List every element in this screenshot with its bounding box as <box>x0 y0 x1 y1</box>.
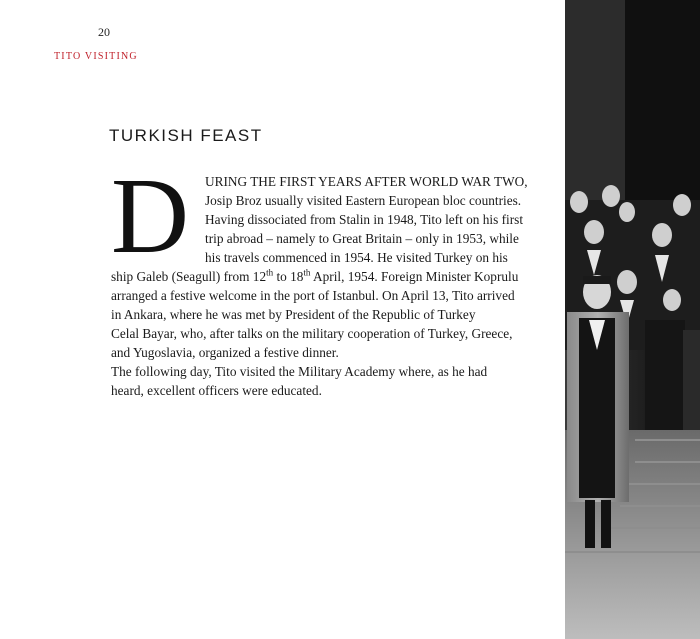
text-line: Celal Bayar, who, after talks on the military cooperation of Turkey, Greece, <box>111 326 513 341</box>
text-line: arranged a festive welcome in the port of Istanbul. On April 13, Tito arrived <box>111 288 515 303</box>
text-fragment: April, 1954. Foreign Minister Koprulu <box>310 269 519 284</box>
photo-illustration <box>565 0 700 639</box>
text-fragment: ship Galeb (Seagull) from 12 <box>111 269 267 284</box>
text-line: Having dissociated from Stalin in 1948, Tito left on his first <box>205 212 524 227</box>
text-line: heard, excellent officers were educated. <box>111 383 322 398</box>
ordinal-suffix: th <box>266 267 274 278</box>
article-body <box>111 157 551 400</box>
text-line: in Ankara, where he was met by President of the Republic of Turkey <box>111 307 476 322</box>
text-line: and Yugoslavia, organized a festive dinner. <box>111 345 339 360</box>
article-title: TURKISH FEAST <box>109 126 263 145</box>
text-fragment: to 18 <box>273 269 304 284</box>
running-head: TITO VISITING <box>54 51 138 62</box>
archival-photo <box>565 0 700 639</box>
text-line: his travels commenced in 1954. He visited Turkey on his <box>205 250 508 265</box>
ordinal-suffix: th <box>303 267 311 278</box>
text-line: Josip Broz usually visited Eastern European bloc countries. <box>205 193 522 208</box>
lead-line: URING THE FIRST YEARS AFTER WORLD WAR TWO, <box>205 174 528 189</box>
drop-cap: D <box>111 157 189 276</box>
page-number: 20 <box>98 25 110 39</box>
text-line: The following day, Tito visited the Military Academy where, as he had <box>111 364 488 379</box>
text-line: trip abroad – namely to Great Britain – only in 1953, while <box>205 231 519 246</box>
